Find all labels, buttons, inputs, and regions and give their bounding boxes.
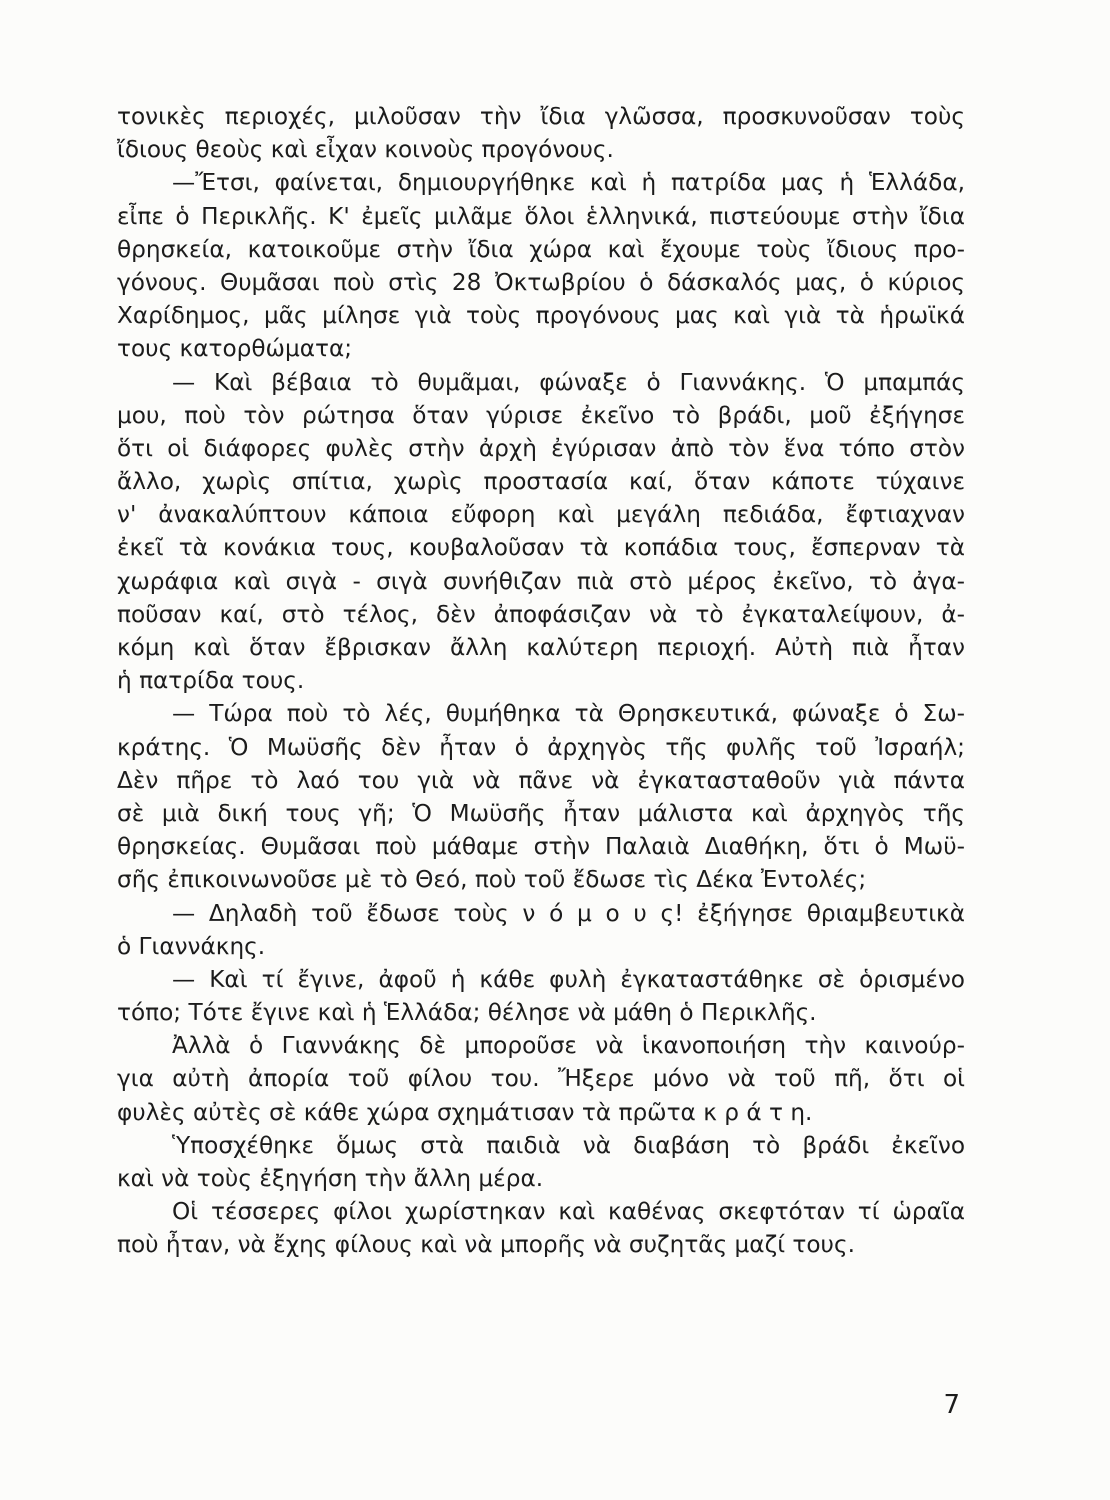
text-line: χωράφια καὶ σιγὰ - σιγὰ συνήθιζαν πιὰ στὸ μέρος ἐκεῖνο, τὸ ἀγα- <box>117 567 965 595</box>
text-line: ποὺ ἦταν, νὰ ἔχης φίλους καὶ νὰ μπορῆς νὰ συζητᾶς μαζί τους. <box>117 1231 855 1259</box>
text-line: ποῦσαν καί, στὸ τέλος, δὲν ἀποφάσιζαν νὰ τὸ ἐγκαταλείψουν, ἀ- <box>117 600 965 628</box>
text-line: Χαρίδημος, μᾶς μίλησε γιὰ τοὺς προγόνους μας καὶ γιὰ τὰ ἡρωϊκά <box>117 302 965 330</box>
text-line: Ἀλλὰ ὁ Γιαννάκης δὲ μποροῦσε νὰ ἱκανοποιήση τὴν καινούρ- <box>172 1032 965 1060</box>
text-line: — Καὶ βέβαια τὸ θυμᾶμαι, φώναξε ὁ Γιαννάκης. Ὁ μπαμπάς <box>172 368 965 396</box>
text-line: ἡ πατρίδα τους. <box>117 667 305 695</box>
text-line: γόνους. Θυμᾶσαι ποὺ στὶς 28 Ὀκτωβρίου ὁ δάσκαλός μας, ὁ κύριος <box>117 268 965 296</box>
text-line: Ὑποσχέθηκε ὅμως στὰ παιδιὰ νὰ διαβάση τὸ βράδι ἐκεῖνο <box>172 1131 965 1159</box>
page-number: 7 <box>943 1390 960 1420</box>
text-line: ὅτι οἱ διάφορες φυλὲς στὴν ἀρχὴ ἐγύρισαν ἀπὸ τὸν ἕνα τόπο στὸν <box>117 434 965 462</box>
text-line: — Καὶ τί ἔγινε, ἀφοῦ ἡ κάθε φυλὴ ἐγκαταστάθηκε σὲ ὁρισμένο <box>172 965 965 993</box>
text-line: σῆς ἐπικοινωνοῦσε μὲ τὸ Θεό, ποὺ τοῦ ἔδωσε τὶς Δέκα Ἐντολές; <box>117 866 867 894</box>
text-line: ν' ἀνακαλύπτουν κάποια εὔφορη καὶ μεγάλη πεδιάδα, ἔφτιαχναν <box>117 501 965 529</box>
text-line: κόμη καὶ ὅταν ἔβρισκαν ἄλλη καλύτερη περιοχή. Αὐτὴ πιὰ ἦταν <box>117 634 965 661</box>
text-line: ἐκεῖ τὰ κονάκια τους, κουβαλοῦσαν τὰ κοπάδια τους, ἔσπερναν τὰ <box>117 534 965 562</box>
text-line: ὁ Γιαννάκης. <box>117 932 266 960</box>
text-line: τονικὲς περιοχές, μιλοῦσαν τὴν ἴδια γλῶσσα, προσκυνοῦσαν τοὺς <box>117 103 965 130</box>
text-line: φυλὲς αὐτὲς σὲ κάθε χώρα σχημάτισαν τὰ πρῶτα κ ρ ά τ η. <box>117 1098 813 1126</box>
text-line: μου, ποὺ τὸν ρώτησα ὅταν γύρισε ἐκεῖνο τὸ βράδι, μοῦ ἐξήγησε <box>117 401 965 429</box>
text-line: κράτης. Ὁ Μωϋσῆς δὲν ἦταν ὁ ἀρχηγὸς τῆς φυλῆς τοῦ Ἰσραήλ; <box>117 733 965 761</box>
text-line: —Ἔτσι, φαίνεται, δημιουργήθηκε καὶ ἡ πατρίδα μας ἡ Ἑλλάδα, <box>172 169 965 197</box>
text-line: Οἱ τέσσερες φίλοι χωρίστηκαν καὶ καθένας σκεφτόταν τί ὡραῖα <box>172 1198 965 1226</box>
text-line: για αὐτὴ ἀπορία τοῦ φίλου του. Ἤξερε μόνο νὰ τοῦ πῆ, ὅτι οἱ <box>117 1065 965 1093</box>
text-line: σὲ μιὰ δική τους γῆ; Ὁ Μωϋσῆς ἦταν μάλιστα καὶ ἀρχηγὸς τῆς <box>117 799 965 827</box>
text-line: θρησκείας. Θυμᾶσαι ποὺ μάθαμε στὴν Παλαιὰ Διαθήκη, ὅτι ὁ Μωϋ- <box>117 833 965 861</box>
text-line: ἴδιους θεοὺς καὶ εἶχαν κοινοὺς προγόνους. <box>117 136 614 164</box>
text-line: καὶ νὰ τοὺς ἐξηγήση τὴν ἄλλη μέρα. <box>117 1165 544 1192</box>
text-line: θρησκεία, κατοικοῦμε στὴν ἴδια χώρα καὶ ἔχουμε τοὺς ἴδιους προ- <box>117 235 965 263</box>
text-line: — Τώρα ποὺ τὸ λές, θυμήθηκα τὰ Θρησκευτικά, φώναξε ὁ Σω- <box>172 700 965 728</box>
text-line: τόπο; Τότε ἔγινε καὶ ἡ Ἑλλάδα; θέλησε νὰ μάθη ὁ Περικλῆς. <box>117 999 817 1027</box>
body-text <box>117 100 965 1262</box>
text-line: Δὲν πῆρε τὸ λαό του γιὰ νὰ πᾶνε νὰ ἐγκατασταθοῦν γιὰ πάντα <box>117 766 965 794</box>
text-line: τους κατορθώματα; <box>117 335 353 363</box>
text-line: ἄλλο, χωρὶς σπίτια, χωρὶς προστασία καί, ὅταν κάποτε τύχαινε <box>117 468 965 496</box>
text-line: εἶπε ὁ Περικλῆς. Κ' ἐμεῖς μιλᾶμε ὅλοι ἑλληνικά, πιστεύουμε στὴν ἴδια <box>117 202 965 230</box>
text-line: — Δηλαδὴ τοῦ ἔδωσε τοὺς ν ό μ ο υ ς! ἐξήγησε θριαμβευτικὰ <box>172 899 965 927</box>
